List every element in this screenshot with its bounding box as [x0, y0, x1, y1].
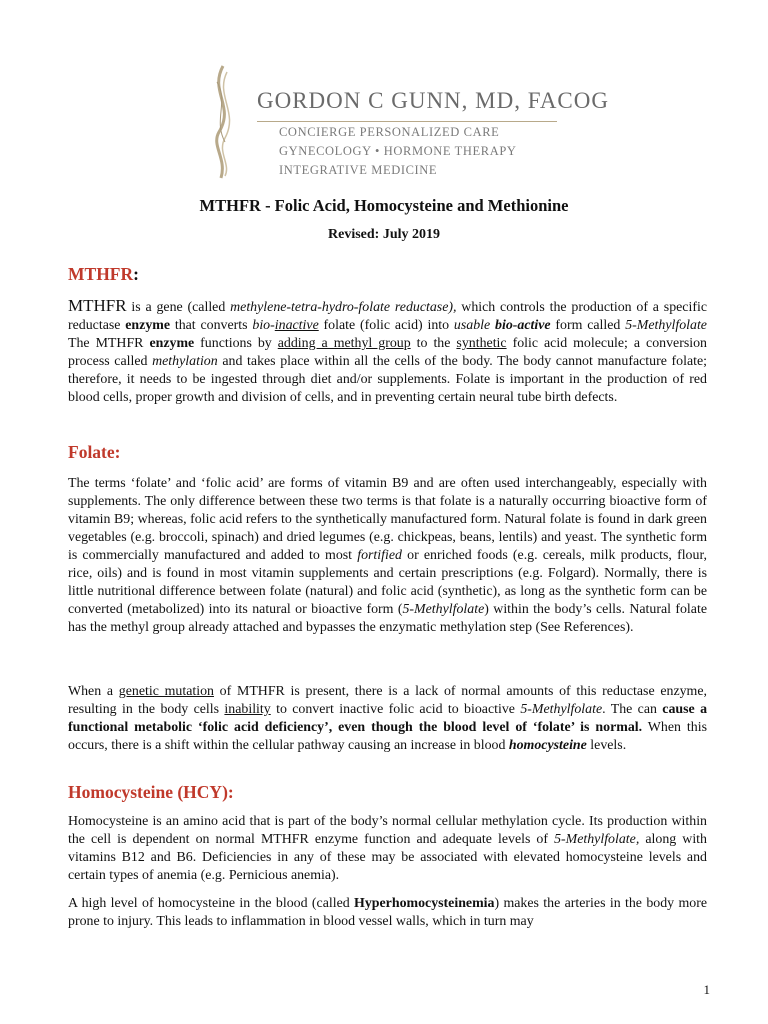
text-span: When a — [68, 684, 119, 699]
text-span: ) makes the arteries in the body more prone to injury. This leads to inflammation in blood vessel walls, which in turn may — [68, 896, 707, 929]
text-span: . The can — [602, 702, 663, 717]
text-span: bio- — [252, 318, 275, 333]
text-span: to convert inactive folic acid to bioactive — [270, 702, 521, 717]
text-span: methylation — [152, 354, 218, 369]
text-span: genetic mutation — [118, 684, 214, 699]
tagline-integrative: INTEGRATIVE MEDICINE — [279, 163, 438, 177]
heading-mthfr-text: MTHFR — [68, 264, 134, 284]
text-span: enzyme — [125, 318, 171, 333]
text-span: inactive — [274, 318, 319, 333]
text-span: enzyme — [149, 336, 195, 351]
text-span: 5-Methylfolate, — [554, 832, 640, 847]
text-span: is a gene (called — [126, 300, 231, 315]
text-span: 5-Methylfolate — [402, 602, 485, 617]
text-span: folic acid molecule; a conversion process called — [68, 336, 707, 369]
text-span: methylene-tetra-hydro-folate reductase), — [230, 300, 457, 315]
text-span: bio-active — [495, 318, 551, 333]
heading-mthfr-colon: : — [133, 264, 139, 284]
paragraph-mthfr — [68, 297, 707, 407]
text-span: levels. — [586, 738, 627, 753]
text-span: which controls the production of a specific reductase — [68, 300, 707, 333]
paragraph-homocysteine — [68, 813, 707, 885]
text-span: The terms ‘folate’ and ‘folic acid’ are forms of vitamin B9 and are often used interchangeably, especially with supplements. The only difference between these two terms is that folate is a naturally occurring bioactive form of vitamin B9; whereas, folic acid refers to the synthetically manufactured form. Natural folate is found in dark green vegetables (e.g. broccoli, spinach) and dried legumes (e.g. chickpeas, beans, lentils) and yeast. The synthetic form is commercially manufactured and added to most — [68, 476, 707, 563]
text-span: or enriched foods (e.g. cereals, milk products, flour, rice, oils) and is found in most vitamin supplements and certain prescriptions (e.g. Folgard). Normally, there is little nutritional difference between folate (natural) and folic acid (synthetic), as long as the synthetic form can be converted (metabolized) into its natural or bioactive form ( — [68, 548, 707, 617]
text-span: 5-Methylfolate — [520, 702, 603, 717]
text-span: and takes place within all the cells of the body. The body cannot manufacture folate; therefore, it needs to be ingested through diet and/or supplements. Folate is important in the production of red blood cells, proper growth and division of cells, and in preventing certain neural tube birth defects. — [68, 354, 707, 405]
text-span: folate (folic acid) into — [318, 318, 454, 333]
practice-name: GORDON C GUNN, MD, FACOG — [257, 88, 609, 113]
gold-swirl-logo-icon — [205, 62, 241, 182]
text-span: functions by — [194, 336, 278, 351]
text-span: ) within the body’s cells. Natural folate has the methyl group already attached and bypasses the enzymatic methylation step (See References). — [68, 602, 707, 635]
text-span: synthetic — [456, 336, 507, 351]
letterhead-divider — [257, 121, 557, 122]
text-span: The MTHFR — [68, 336, 150, 351]
paragraph-genetic-mutation — [68, 683, 707, 755]
text-span: When this occurs, there is a shift within the cellular pathway causing an increase in blood — [68, 720, 707, 753]
letterhead — [205, 62, 625, 182]
heading-folate: Folate: — [68, 442, 121, 462]
heading-homocysteine: Homocysteine (HCY): — [68, 782, 234, 802]
paragraph-hyperhomocysteinemia — [68, 895, 707, 931]
text-span: adding a methyl group — [277, 336, 411, 351]
text-span: MTHFR — [68, 296, 127, 315]
text-span: fortified — [357, 548, 402, 563]
text-span: cause a functional metabolic ‘folic acid deficiency’, even though the blood level of ‘folate’ is normal. — [68, 702, 708, 735]
paragraph-folate — [68, 475, 707, 637]
text-span: Homocysteine is an amino acid that is part of the body’s normal cellular methylation cycle. Its production within the cell is dependent on normal MTHFR enzyme function and adequate levels of — [68, 814, 707, 847]
document-title: MTHFR - Folic Acid, Homocysteine and Methionine — [199, 196, 569, 215]
text-span: homocysteine — [508, 738, 587, 753]
text-span: along with vitamins B12 and B6. Deficiencies in any of these may be associated with elevated homocysteine levels and certain types of anemia (e.g. Pernicious anemia). — [68, 832, 707, 883]
text-span: inability — [224, 702, 271, 717]
text-span: Hyperhomocysteinemia — [354, 896, 495, 911]
text-span: usable — [453, 318, 491, 333]
text-span: that converts — [170, 318, 253, 333]
heading-mthfr — [68, 264, 139, 285]
tagline-concierge: CONCIERGE PERSONALIZED CARE — [279, 125, 500, 139]
text-span: of MTHFR is present, there is a lack of normal amounts of this reductase enzyme, resulting in the body cells — [68, 684, 707, 717]
text-span: A high level of homocysteine in the blood (called — [68, 896, 355, 911]
page-number: 1 — [703, 982, 710, 997]
tagline-specialties: GYNECOLOGY • HORMONE THERAPY — [279, 144, 517, 158]
text-span: 5-Methylfolate — [625, 318, 707, 333]
text-span: form called — [550, 318, 626, 333]
revised-date: Revised: July 2019 — [328, 227, 440, 242]
text-span: to the — [410, 336, 457, 351]
